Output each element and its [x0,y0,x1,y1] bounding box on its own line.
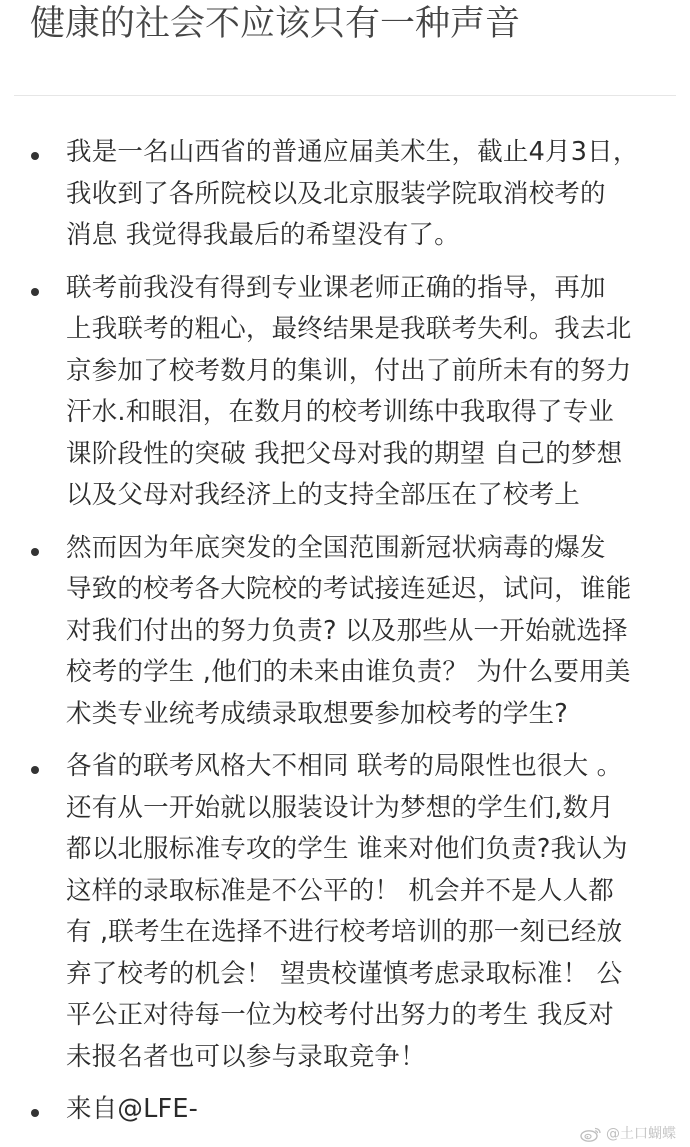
title-divider [14,95,676,96]
paragraph-text: 然而因为年底突发的全国范围新冠状病毒的爆发 导致的校考各大院校的考试接连延迟，试问，谁能 对我们付出的努力负责? 以及那些从一开始就选择 校考的学生 ,他们的未来由谁负责？ 为什么要用美 术类专业统考成绩录取想要参加校考的学生? [66,532,632,729]
paragraph-text: 我是一名山西省的普通应届美术生，截止4月3日， 我收到了各所院校以及北京服装学院取消校考的 消息 我觉得我最后的希望没有了。 [66,137,639,250]
weibo-icon [580,1126,602,1142]
bullet-icon [31,288,39,296]
paragraph-text: 联考前我没有得到专业课老师正确的指导，再加 上我联考的粗心，最终结果是我联考失利。我去北 京参加了校考数月的集训，付出了前所未有的努力 汗水.和眼泪，在数月的校考训练中我取得了专业 课阶段性的突破 我把父母对我的期望 自己的梦想 以及父母对我经济上的支持全部压在了校考上 [66,272,632,510]
bullet-icon [31,548,39,556]
list-item [0,528,690,736]
page-title: 健康的社会不应该只有一种声音 [30,4,521,44]
paragraph-text: 各省的联考风格大不相同 联考的局限性也很大 。 还有从一开始就以服装设计为梦想的学生们,数月 都以北服标准专攻的学生 谁来对他们负责?我认为 这样的录取标准是不公平的！ 机会并不是人人都 有 ,联考生在选择不进行校考培训的那一刻已经放 弃了校考的机会！ 望贵校谨慎考虑录取标准！ 公 平公正对待每一位为校考付出努力的考生 我反对 未报名者也可以参与录取竞争！ [66,751,628,1072]
bullet-icon [31,152,39,160]
list-item [0,268,690,517]
bullet-icon [31,766,39,774]
list-item [0,132,690,257]
paragraph-text: 来自@LFE- [66,1094,199,1124]
bullet-list [0,132,690,1142]
watermark-text: @土口蝴蝶 [606,1126,676,1142]
bullet-icon [31,1109,39,1117]
list-item [0,746,690,1078]
watermark [580,1125,676,1143]
